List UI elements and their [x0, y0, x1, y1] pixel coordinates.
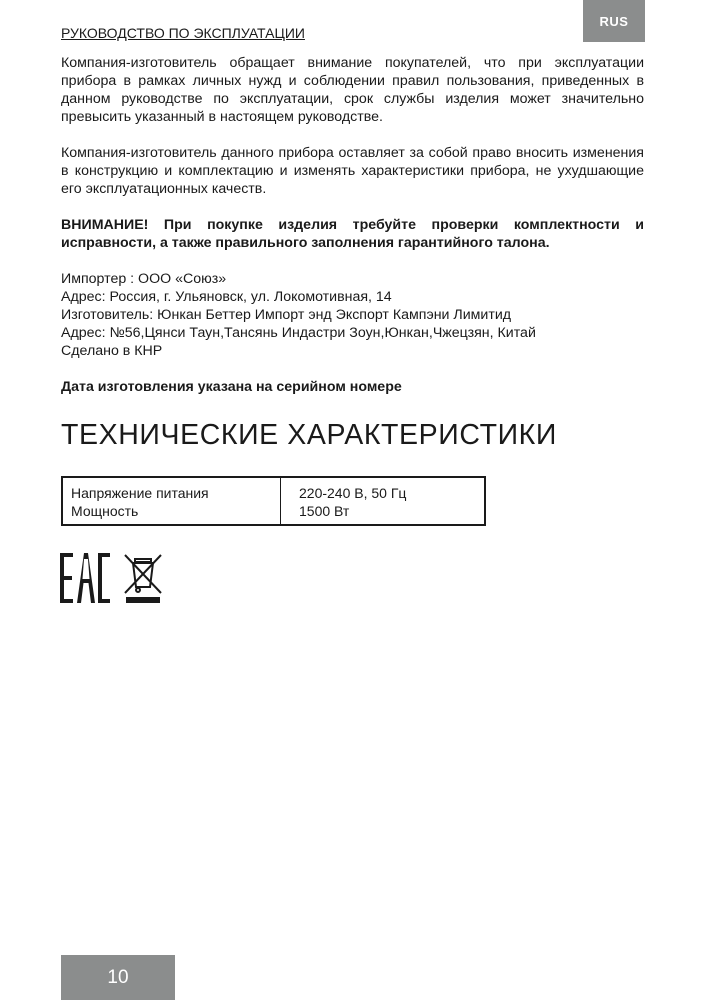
warning-paragraph: ВНИМАНИЕ! При покупке изделия требуйте проверки комплектности и исправности, а также правильного заполнения гарантийного талона. [61, 217, 644, 251]
service-life-paragraph: Компания-изготовитель обращает внимание покупателей, что при эксплуатации прибора в рамках личных нужд и соблюдении правил пользования, приведенных в данном руководстве по эксплуатации, срок службы изделия может значительно превысить указанный в настоящем руководстве. [61, 55, 644, 125]
importer-info [61, 270, 644, 360]
page-number: 10 [61, 955, 175, 1000]
made-in-line: Сделано в КНР [61, 343, 163, 359]
importer-address-line: Адрес: Россия, г. Ульяновск, ул. Локомотивная, 14 [61, 289, 392, 305]
certification-marks [60, 553, 164, 605]
manufacturer-address-line: Адрес: №56,Цянси Таун,Тансянь Индастри Зоун,Юнкан,Чжецзян, Китай [61, 325, 536, 341]
manufacturer-line: Изготовитель: Юнкан Беттер Импорт энд Экспорт Кампэни Лимитид [61, 307, 512, 323]
main-content [61, 24, 644, 452]
crossed-bin-icon [122, 553, 164, 603]
section-title: ТЕХНИЧЕСКИЕ ХАРАКТЕРИСТИКИ [61, 419, 557, 451]
spec-label: Мощность [71, 503, 139, 519]
spec-value: 220-240 В, 50 Гц [299, 485, 407, 501]
manual-header: РУКОВОДСТВО ПО ЭКСПЛУАТАЦИИ [61, 25, 305, 41]
spec-value: 1500 Вт [299, 503, 350, 519]
spec-values-column [281, 478, 484, 524]
changes-paragraph: Компания-изготовитель данного прибора оставляет за собой право вносить изменения в конструкцию и комплектацию и изменять характеристики прибора, не ухудшающие его эксплуатационных качеств. [61, 145, 644, 197]
spec-labels-column [63, 478, 281, 524]
language-tab: RUS [583, 0, 645, 42]
manufacture-date-note: Дата изготовления указана на серийном номере [61, 379, 402, 395]
spec-table [61, 476, 486, 526]
spec-label: Напряжение питания [71, 485, 209, 501]
importer-line: Импортер : ООО «Союз» [61, 271, 227, 287]
eac-mark-icon [60, 553, 110, 603]
